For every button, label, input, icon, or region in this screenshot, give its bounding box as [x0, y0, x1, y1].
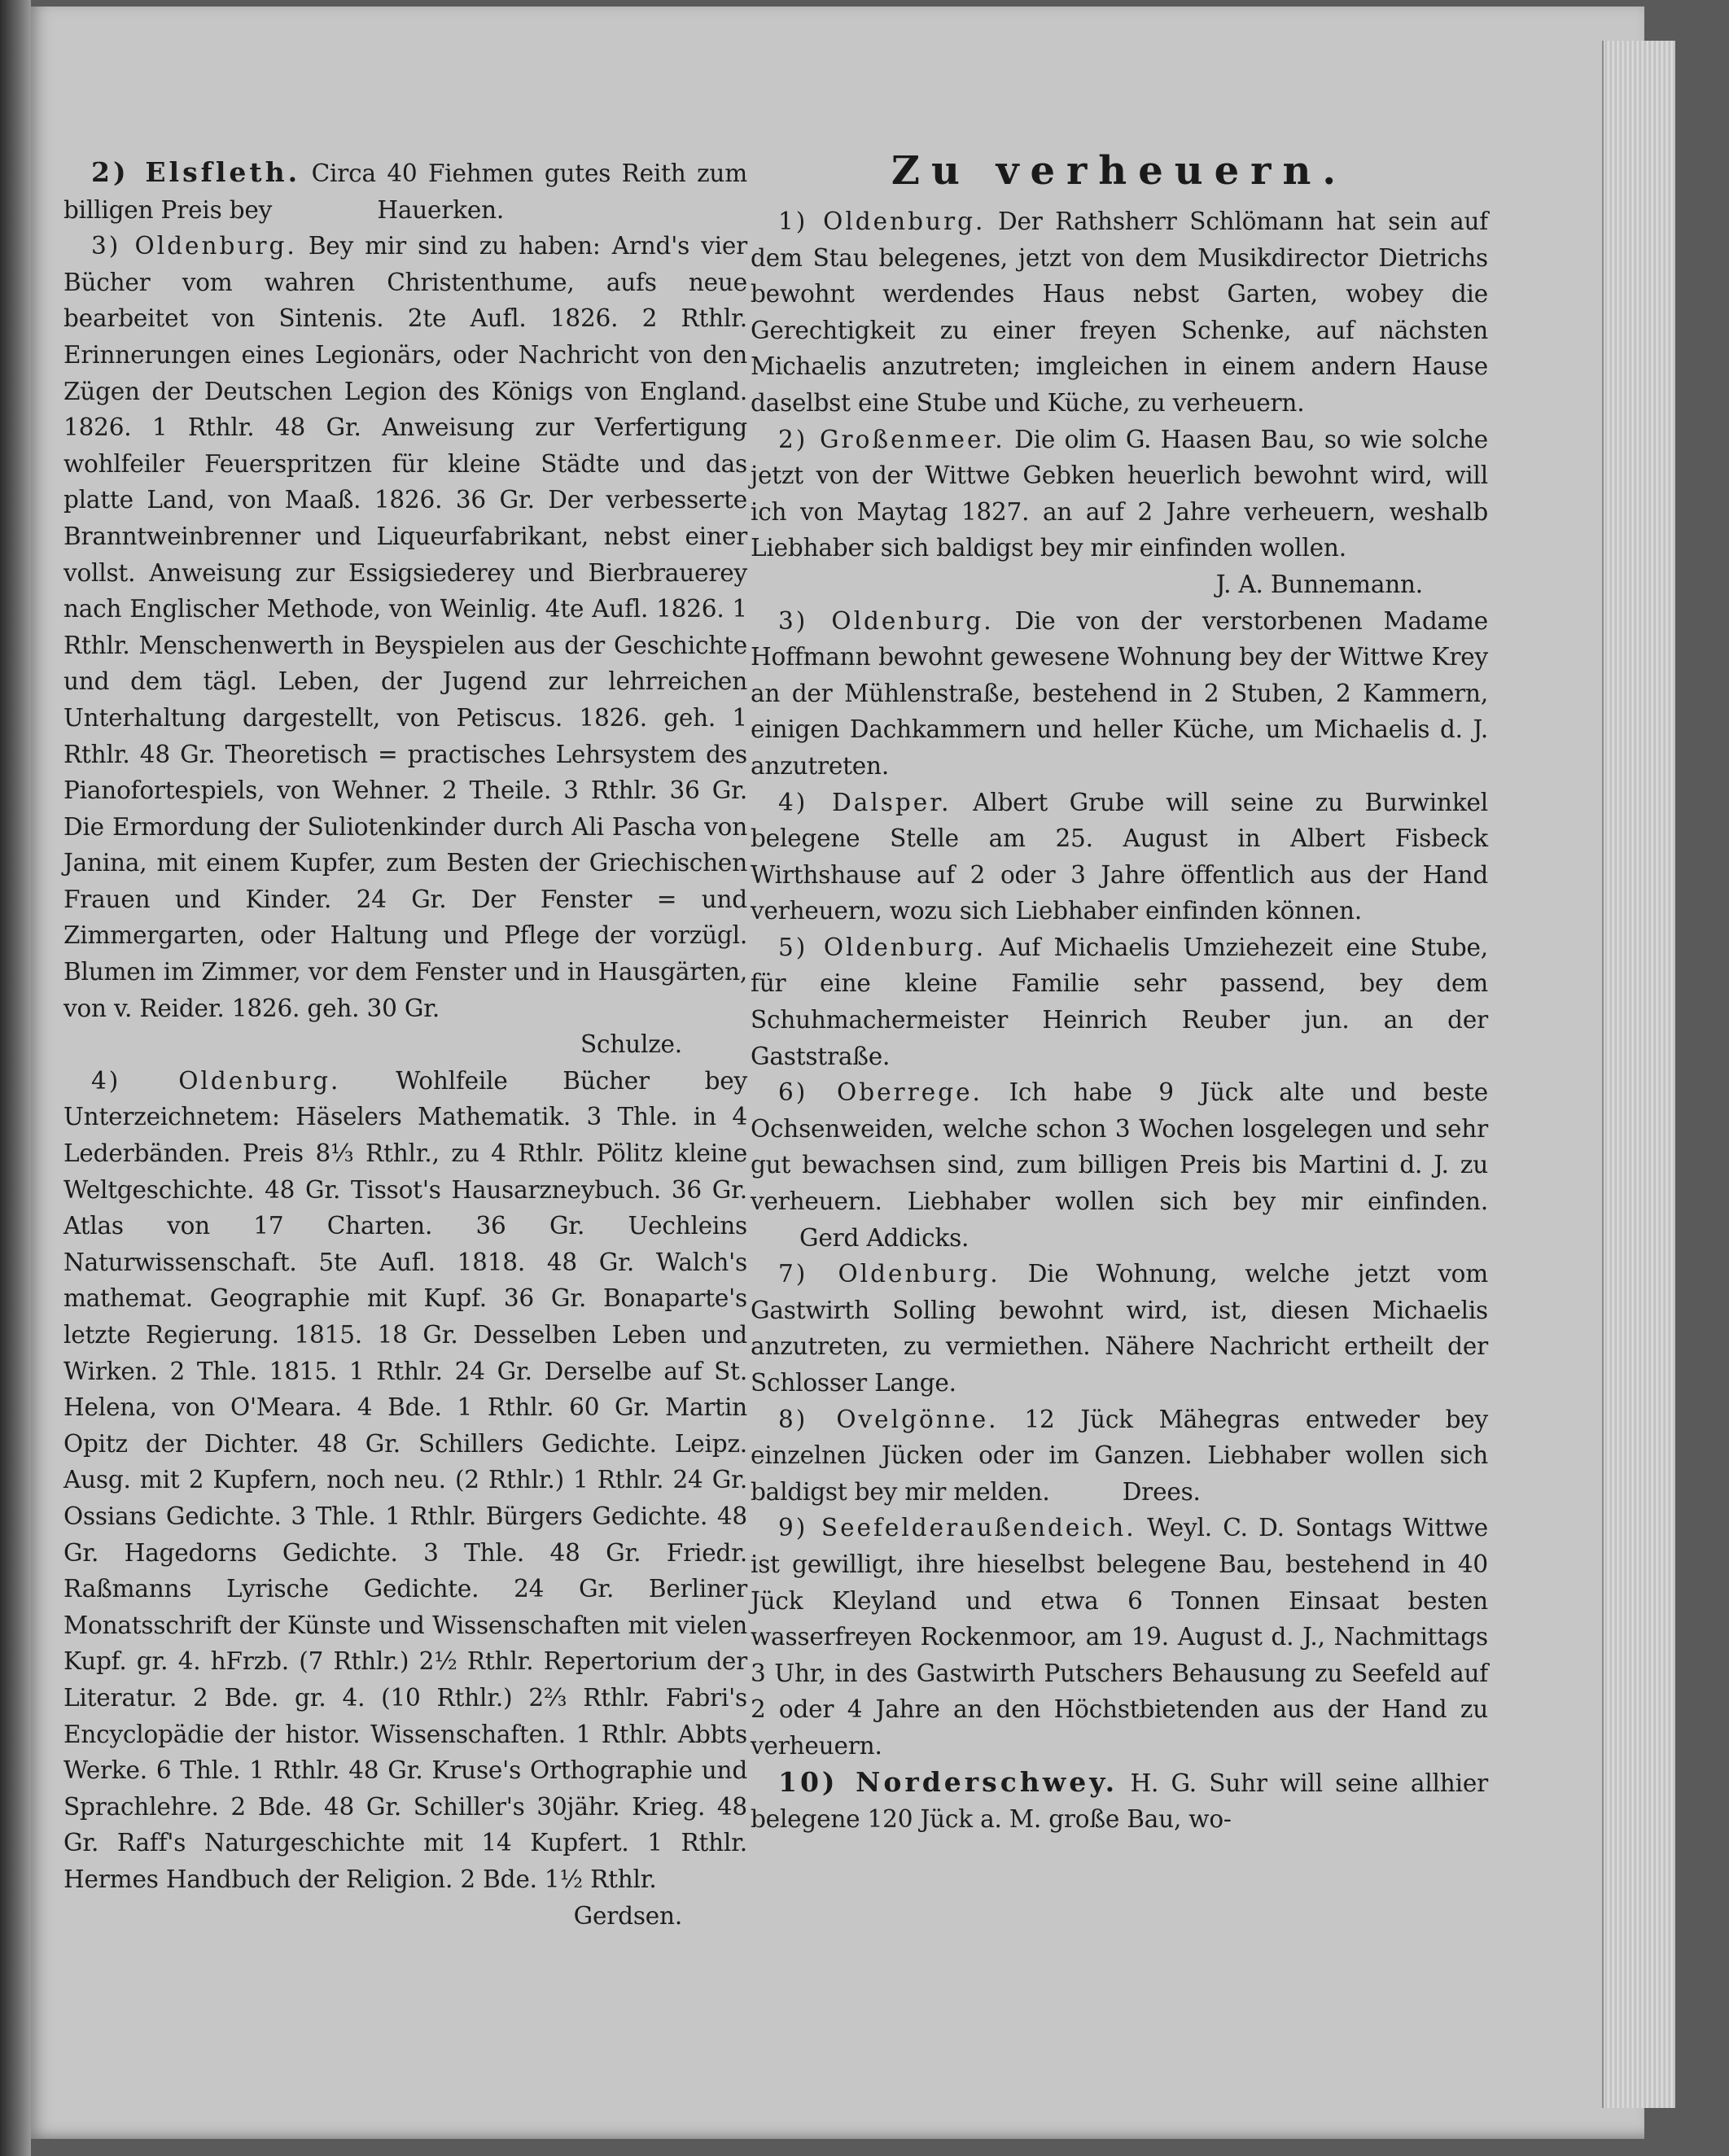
- page-edges: [1602, 41, 1675, 2108]
- entry-text: Ich habe 9 Jück alte und beste Ochsenweiden, welche schon 3 Wochen losgelegen und sehr gut bewachsen sind, zum billigen Preis bis Martini d. J. zu verheuern. Liebhaber wollen sich bey mir einfinden.: [751, 1078, 1488, 1216]
- entry-text: Die von der verstorbenen Madame Hoffmann bewohnt gewesene Wohnung bey der Wittwe Krey an der Mühlenstraße, bestehend in 2 Stuben, 2 Kammern, einigen Dachkammern und heller Küche, um Michaelis d. J. anzutreten.: [751, 606, 1488, 780]
- entry-lead: 7) Oldenburg.: [778, 1260, 1000, 1288]
- entry-lead: 9) Seefelderaußendeich.: [778, 1514, 1136, 1542]
- entry-oldenburg-4: [63, 1063, 747, 1898]
- entry-lead: 8) Ovelgönne.: [778, 1405, 999, 1433]
- entry-lead: 2) Großenmeer.: [778, 425, 1005, 453]
- entry-signature: Gerd Addicks.: [799, 1223, 970, 1252]
- rent-entry-1: [751, 203, 1488, 422]
- entry-lead: 3) Oldenburg.: [91, 232, 297, 260]
- entry-text: Weyl. C. D. Sontags Wittwe ist gewilligt, ihre hieselbst belegene Bau, bestehend in 40 Jück Kleyland und etwa 6 Tonnen Einsaat besten wasserfreyen Rockenmoor, am 19. August d. J., Nachmittags 3 Uhr, in des Gastwirth Putschers Behausung zu Seefeld auf 2 oder 4 Jahre an den Höchstbietenden aus der Hand zu verheuern.: [751, 1514, 1488, 1760]
- entry-elsfleth: [63, 155, 747, 228]
- entry-lead: 3) Oldenburg.: [778, 606, 994, 635]
- rent-entry-4: [751, 785, 1488, 929]
- rent-entry-3: [751, 603, 1488, 785]
- section-heading: Zu verheuern.: [891, 148, 1348, 194]
- entry-lead: 6) Oberrege.: [778, 1078, 983, 1107]
- book-spine: [0, 0, 31, 2156]
- entry-text: Die Wohnung, welche jetzt vom Gastwirth Solling bewohnt wird, ist, diesen Michaelis anzutreten, zu vermiethen. Nähere Nachricht ertheilt der Schlosser Lange.: [751, 1260, 1488, 1397]
- entry-signature: J. A. Bunnemann.: [1215, 570, 1423, 598]
- entry-oldenburg-3: [63, 228, 747, 1026]
- entry-text: Auf Michaelis Umziehezeit eine Stube, für eine kleine Familie sehr passend, bey dem Schuhmachermeister Heinrich Reuber jun. an der Gaststraße.: [751, 933, 1488, 1070]
- rent-entry-8: [751, 1402, 1488, 1511]
- entry-lead: 4) Oldenburg.: [91, 1066, 341, 1095]
- entry-lead: 5) Oldenburg.: [778, 933, 987, 961]
- entry-text: Circa 40 Fiehmen gutes Reith zum billigen Preis bey: [63, 160, 748, 224]
- entry-signature: Hauerken.: [377, 195, 505, 224]
- entry-text: Der Rathsherr Schlömann hat sein auf dem Stau belegenes, jetzt von dem Musikdirector Dietrichs bewohnt werdendes Haus nebst Garten, wobey die Gerechtigkeit zu einer freyen Schenke, auf nächsten Michaelis anzutreten; imgleichen in einem andern Hause daselbst eine Stube und Küche, zu verheuern.: [751, 208, 1488, 417]
- entry-signature: Schulze.: [580, 1030, 682, 1059]
- entry-signature: Gerdsen.: [573, 1901, 682, 1930]
- entry-lead: 4) Dalsper.: [778, 788, 952, 816]
- entry-text: Albert Grube will seine zu Burwinkel belegene Stelle am 25. August in Albert Fisbeck Wirthshause auf 2 oder 3 Jahre öffentlich aus der Hand verheuern, wozu sich Liebhaber einfinden können.: [751, 788, 1488, 925]
- left-column: [63, 155, 747, 1934]
- entry-lead: 2) Elsfleth.: [91, 156, 301, 188]
- rent-entry-9: [751, 1510, 1488, 1764]
- entry-text: 12 Jück Mähegras entweder bey einzelnen Jücken oder im Ganzen. Liebhaber wollen sich baldigst bey mir melden.: [751, 1405, 1488, 1506]
- entry-signature: Drees.: [1122, 1477, 1201, 1506]
- rent-entry-7: [751, 1256, 1488, 1401]
- right-column: [751, 203, 1488, 1838]
- entry-text: Wohlfeile Bücher bey Unterzeichnetem: Häselers Mathematik. 3 Thle. in 4 Lederbänden. Preis 8⅓ Rthlr., zu 4 Rthlr. Pölitz kleine Weltgeschichte. 48 Gr. Tissot's Hausarzneybuch. 36 Gr. Atlas von 17 Charten. 36 Gr. Uechleins Naturwissenschaft. 5te Aufl. 1818. 48 Gr. Walch's mathemat. Geographie mit Kupf. 36 Gr. Bonaparte's letzte Regierung. 1815. 18 Gr. Desselben Leben und Wirken. 2 Thle. 1815. 1 Rthlr. 24 Gr. Derselbe auf St. Helena, von O'Meara. 4 Bde. 1 Rthlr. 60 Gr. Martin Opitz der Dichter. 48 Gr. Schillers Gedichte. Leipz. Ausg. mit 2 Kupfern, noch neu. (2 Rthlr.) 1 Rthlr. 24 Gr. Ossians Gedichte. 3 Thle. 1 Rthlr. Bürgers Gedichte. 48 Gr. Hagedorns Gedichte. 3 Thle. 48 Gr. Friedr. Raßmanns Lyrische Gedichte. 24 Gr. Berliner Monatsschrift der Künste und Wissenschaften mit vielen Kupf. gr. 4. hFrzb. (7 Rthlr.) 2½ Rthlr. Repertorium der Literatur. 2 Bde. gr. 4. (10 Rthlr.) 2⅔ Rthlr. Fabri's Encyclopädie der histor. Wissenschaften. 1 Rthlr. Abbts Werke. 6 Thle. 1 Rthlr. 48 Gr. Kruse's Orthographie und Sprachlehre. 2 Bde. 48 Gr. Schiller's 30jähr. Krieg. 48 Gr. Raff's Naturgeschichte mit 14 Kupfert. 1 Rthlr. Hermes Handbuch der Religion. 2 Bde. 1½ Rthlr.: [63, 1066, 747, 1893]
- entry-text: H. G. Suhr will seine allhier belegene 120 Jück a. M. große Bau, wo-: [751, 1769, 1488, 1834]
- rent-entry-6: [751, 1074, 1488, 1256]
- rent-entry-2: [751, 422, 1488, 566]
- entry-text: Die olim G. Haasen Bau, so wie solche jetzt von der Wittwe Gebken heuerlich bewohnt wird, will ich von Maytag 1827. an auf 2 Jahre verheuern, weshalb Liebhaber sich baldigst bey mir einfinden wollen.: [751, 425, 1488, 562]
- entry-lead: 1) Oldenburg.: [778, 208, 986, 235]
- entry-text: Bey mir sind zu haben: Arnd's vier Bücher vom wahren Christenthume, aufs neue bearbeitet von Sintenis. 2te Aufl. 1826. 2 Rthlr. Erinnerungen eines Legionärs, oder Nachricht von den Zügen der Deutschen Legion des Königs von England. 1826. 1 Rthlr. 48 Gr. Anweisung zur Verfertigung wohlfeiler Feuerspritzen für kleine Städte und das platte Land, von Maaß. 1826. 36 Gr. Der verbesserte Branntweinbrenner und Liqueurfabrikant, nebst einer vollst. Anweisung zur Essigsiederey und Bierbrauerey nach Englischer Methode, von Weinlig. 4te Aufl. 1826. 1 Rthlr. Menschenwerth in Beyspielen aus der Geschichte und dem tägl. Leben, der Jugend zur lehrreichen Unterhaltung dargestellt, von Petiscus. 1826. geh. 1 Rthlr. 48 Gr. Theoretisch = practisches Lehrsystem des Pianofortespiels, von Wehner. 2 Theile. 3 Rthlr. 36 Gr. Die Ermordung der Suliotenkinder durch Ali Pascha von Janina, mit einem Kupfer, zum Besten der Griechischen Frauen und Kinder. 24 Gr. Der Fenster = und Zimmergarten, oder Haltung und Pflege der vorzügl. Blumen im Zimmer, vor dem Fenster und in Hausgärten, von v. Reider. 1826. geh. 30 Gr.: [63, 232, 747, 1022]
- rent-entry-10: [751, 1765, 1488, 1838]
- entry-lead: 10) Norderschwey.: [778, 1765, 1118, 1798]
- rent-entry-5: [751, 929, 1488, 1074]
